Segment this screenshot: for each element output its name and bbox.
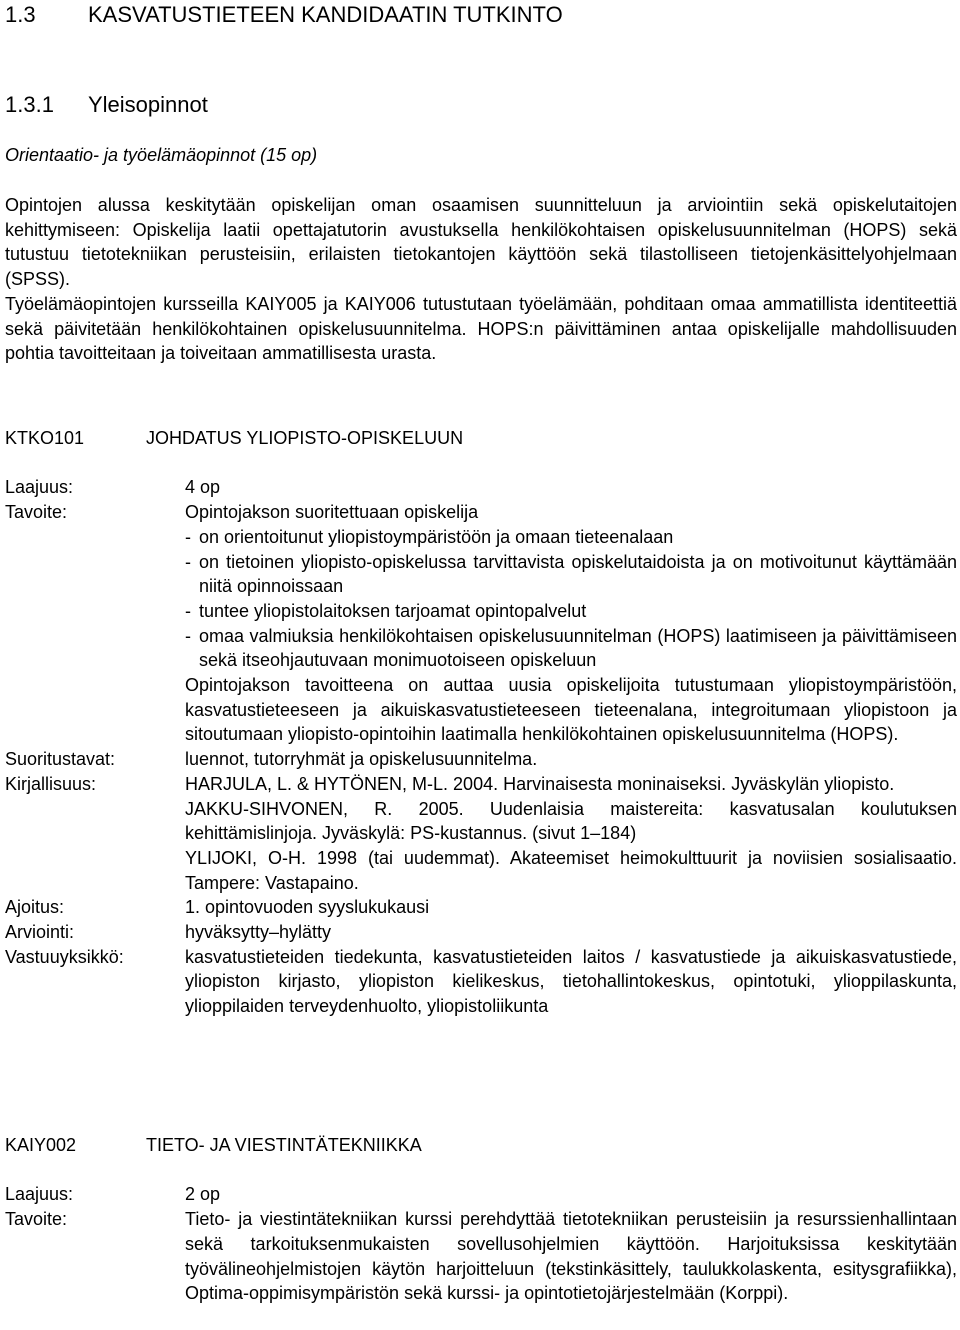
course-code: KAIY002: [5, 1135, 77, 1155]
label-laajuus: Laajuus:: [5, 477, 74, 498]
tavoite-bullet: - omaa valmiuksia henkilökohtaisen opiskelusuunnitelman (HOPS) laatimiseen ja päivittämiseen sekä itseohjautuvaan monimuotoiseen opiskeluun: [185, 625, 957, 671]
label-tavoite: Tavoite:: [5, 1209, 68, 1230]
intro-text: [5, 193, 957, 366]
section-heading: Orientaatio- ja työelämäopinnot (15 op): [5, 145, 318, 165]
value-kirjallisuus: [185, 772, 957, 896]
tavoite-bullet: - on tietoinen yliopisto-opiskelussa tarvittavista opiskelutaidoista ja on motivoitunut käyttämään niitä opinnoissaan: [185, 551, 957, 597]
literature-item: HARJULA, L. & HYTÖNEN, M-L. 2004. Harvinaisesta moninaiseksi. Jyväskylän yliopisto.: [185, 773, 895, 794]
course-header: [5, 426, 957, 451]
tavoite-bullet: - tuntee yliopistolaitoksen tarjoamat opintopalvelut: [185, 600, 587, 621]
course-title: TIETO- JA VIESTINTÄTEKNIIKKA: [146, 1135, 422, 1155]
heading-2-title: Yleisopinnot: [88, 92, 208, 117]
label-ajoitus: Ajoitus:: [5, 897, 65, 918]
tavoite-bullet: - on orientoitunut yliopistoympäristöön ja omaan tieteenalaan: [185, 526, 674, 547]
label-suoritustavat: Suoritustavat:: [5, 749, 116, 770]
heading-level-1: [5, 2, 563, 28]
row-laajuus: [5, 475, 957, 500]
label-kirjallisuus: Kirjallisuus:: [5, 773, 97, 794]
row-tavoite: [5, 1207, 957, 1306]
heading-2-number: 1.3.1: [5, 92, 54, 117]
intro-paragraph: Opintojen alussa keskitytään opiskelijan oman osaamisen suunnitteluun ja arviointiin sekä opiskelutaitojen kehittymiseen: Opiskelija laatii opettajatutorin avustuksella henkilökohtaisen opiskelusuunnitelman (HOPS) sekä tutustuu tietotekniikan perusteisiin, erilaisten tietokantojen käyttöön sekä tilastolliseen tietojenkäsittelyohjelmaan (SPSS).: [5, 195, 957, 290]
row-tavoite: [5, 500, 957, 747]
value-tavoite: Tieto- ja viestintätekniikan kurssi perehdyttää tietotekniikan perusteisiin ja resurssienhallintaan sekä tarkoituksenmukaisten sovellusohjelmien käyttöön. Harjoituksissa keskitytään työvälineohjelmistojen käytön harjoitteluun (tekstinkäsittely, taulukkolaskenta, esitysgrafiikka), Optima-oppimisympäristön sekä kurssi- ja opintotietojärjestelmään (Korppi).: [185, 1209, 957, 1304]
course-ktko101: [5, 426, 957, 1019]
course-code: KTKO101: [5, 428, 85, 448]
course-title: JOHDATUS YLIOPISTO-OPISKELUUN: [146, 428, 464, 448]
literature-item: YLIJOKI, O-H. 1998 (tai uudemmat). Akateemiset heimokulttuurit ja noviisien sosialisaatio. Tampere: Vastapaino.: [185, 847, 957, 893]
value-laajuus: 4 op: [185, 477, 221, 498]
value-vastuuyksikko: kasvatustieteiden tiedekunta, kasvatustieteiden laitos / kasvatustiede ja aikuiskasvatustiede, yliopiston kirjasto, yliopiston kielikeskus, tietohallintokeskus, opintotuki, ylioppilaskunta, ylioppilaiden terveydenhuolto, yliopistoliikunta: [185, 946, 957, 1017]
row-ajoitus: [5, 895, 957, 920]
heading-level-2: [5, 92, 208, 118]
course-header: [5, 1133, 957, 1158]
intro-paragraph: Työelämäopintojen kursseilla KAIY005 ja KAIY006 tutustutaan työelämään, pohditaan omaa ammatillista identiteettiä sekä päivitetään henkilökohtainen opiskelusuunnitelma. HOPS:n päivittäminen antaa opiskelijalle mahdollisuuden pohtia tavoitteitaan ja toiveitaan ammatillisesta urasta.: [5, 293, 957, 364]
value-ajoitus: 1. opintovuoden syyslukukausi: [185, 897, 430, 918]
row-vastuuyksikko: [5, 945, 957, 1019]
value-arviointi: hyväksytty–hylätty: [185, 922, 332, 943]
label-arviointi: Arviointi:: [5, 922, 75, 943]
row-arviointi: [5, 920, 957, 945]
label-laajuus: Laajuus:: [5, 1184, 74, 1205]
tavoite-intro: Opintojakson suoritettuaan opiskelija: [185, 502, 479, 523]
tavoite-text: Opintojakson tavoitteena on auttaa uusia opiskelijoita tutustumaan yliopistoympäristöön, kasvatustieteeseen ja aikuiskasvatustieteeseen tieteenalana, integroitumaan yliopistoon ja sitoutumaan yliopisto-opintoihin laatimalla henkilökohtainen opiskelusuunnitelma (HOPS).: [185, 675, 957, 745]
row-laajuus: [5, 1182, 957, 1207]
literature-item: JAKKU-SIHVONEN, R. 2005. Uudenlaisia maistereita: kasvatusalan koulutuksen kehittämislinjoja. Jyväskylä: PS-kustannus. (sivut 1–184): [185, 798, 957, 844]
label-vastuuyksikko: Vastuuyksikkö:: [5, 946, 124, 967]
value-suoritustavat: luennot, tutorryhmät ja opiskelusuunnitelma.: [185, 749, 538, 770]
row-suoritustavat: [5, 747, 957, 772]
heading-1-title: KASVATUSTIETEEN KANDIDAATIN TUTKINTO: [88, 2, 563, 27]
value-laajuus: 2 op: [185, 1184, 221, 1205]
row-kirjallisuus: [5, 772, 957, 896]
label-tavoite: Tavoite:: [5, 502, 68, 523]
course-kaiy002: [5, 1133, 957, 1306]
value-tavoite: [185, 500, 957, 747]
heading-1-number: 1.3: [5, 2, 36, 27]
